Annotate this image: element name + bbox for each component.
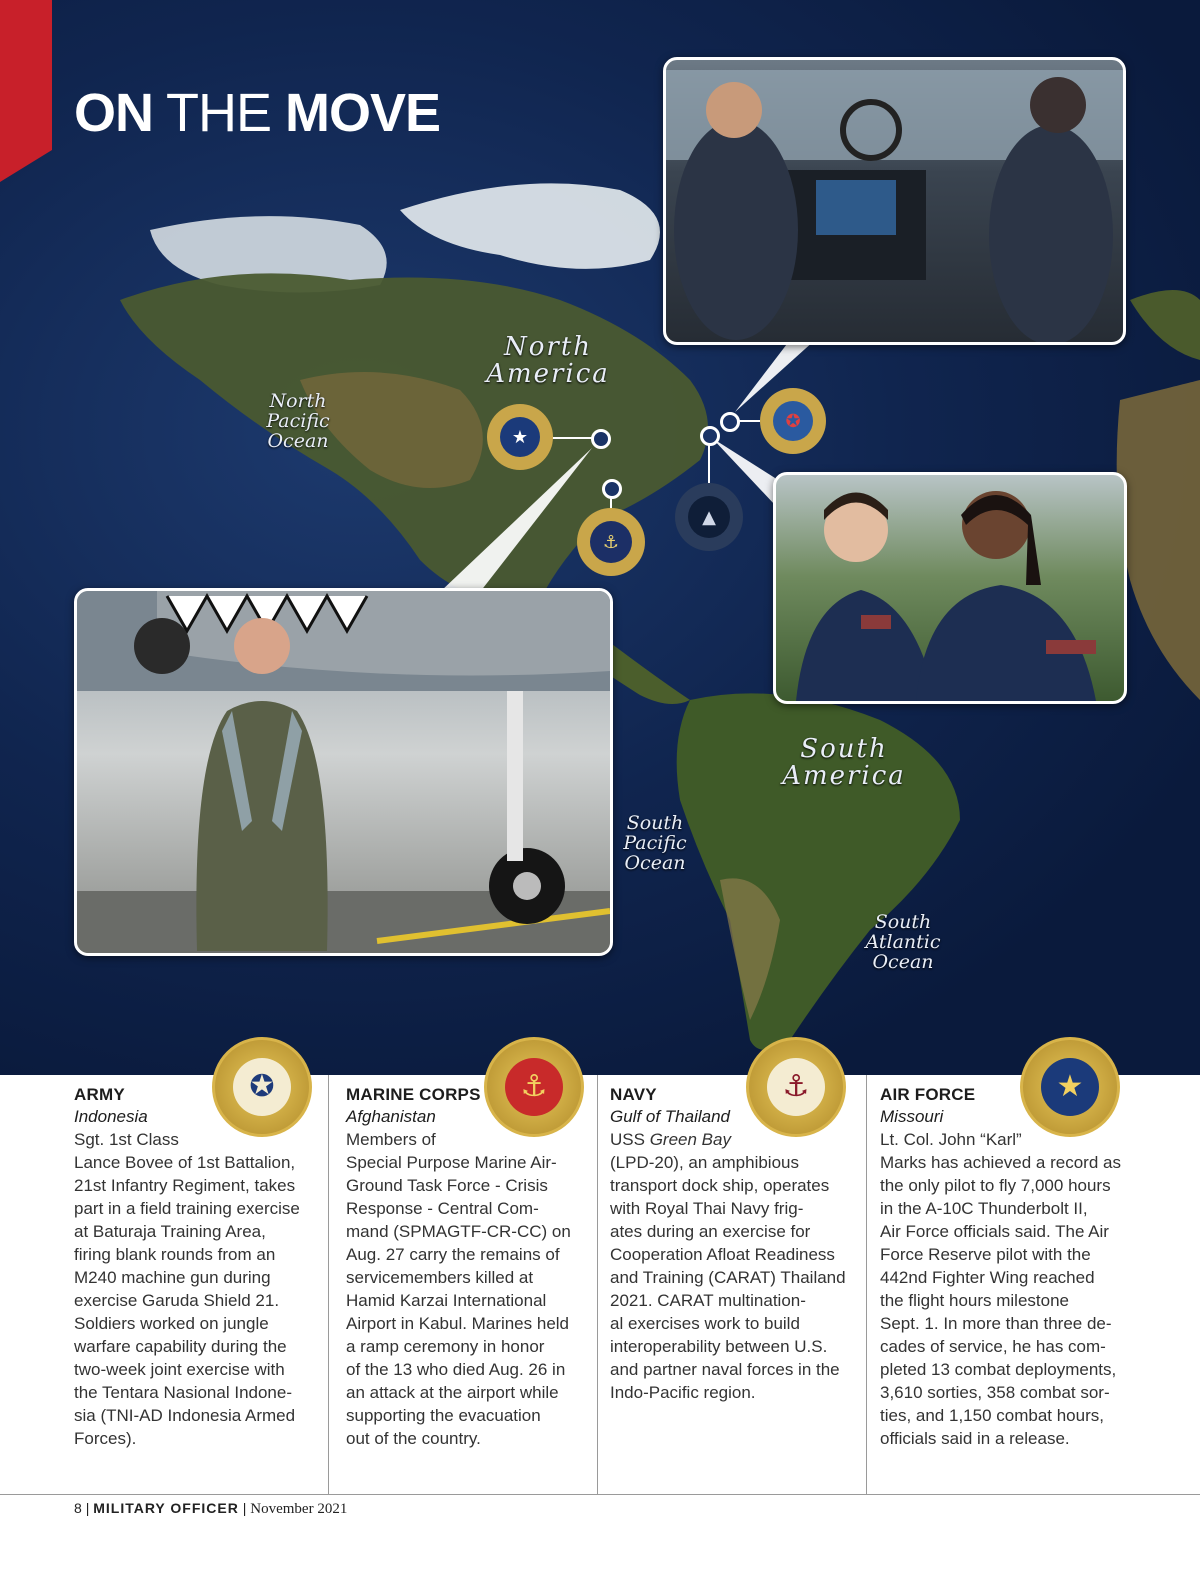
space-force-seal: ▲ [675,483,743,551]
navy-body: (LPD-20), an amphibious transport dock ship, operates with Royal Thai Navy frig- ates during an exercise for Cooperation Afloat Readiness and Training (CARAT) Thailand 2021. CARAT multination- al exercises work to build interoperability between U.S. and partner naval forces in the Indo-Pacific region. [610,1153,846,1402]
column-divider-1 [328,1075,329,1495]
label-south-america: South America [782,734,906,792]
navy-column [610,1085,860,1493]
red-corner-tab [0,0,52,182]
page-title [74,82,440,144]
title-word-the: THE [166,83,272,143]
navy-body-prefix: USS [610,1130,650,1149]
army-heading: ARMY [74,1085,125,1104]
title-word-on: ON [74,83,153,143]
marine-corps-column [346,1085,591,1493]
label-north-america: North America [486,332,610,390]
army-location: Indonesia [74,1107,148,1126]
navy-location: Gulf of Thailand [610,1107,731,1126]
footer-rule [0,1494,1200,1495]
navy-body-lead [610,1128,860,1151]
army-column [74,1085,324,1493]
footer-separator-2: | [242,1500,247,1516]
footer-separator-1: | [85,1500,90,1516]
marine-corps-body: Members of Special Purpose Marine Air- Ground Task Force - Crisis Response - Central Com- mand (SPMAGTF-CR-CC) on Aug. 27 carry the remains of servicemembers killed at Hamid Karzai International Airport in Kabul. Marines held a ramp ceremony in honor of the 13 who died Aug. 26 in an attack at the airport while supporting the evacuation out of the country. [346,1130,571,1448]
map-pin-gulf[interactable] [602,479,622,499]
air-force-location: Missouri [880,1107,944,1126]
navy-seal: ⚓ [746,1037,846,1137]
issue-date: November 2021 [250,1501,348,1517]
navy-heading: NAVY [610,1085,657,1104]
officers-portrait-photo [773,472,1127,704]
merchant-marine-seal: ✪ [760,388,826,454]
map-pin-texas[interactable] [591,429,611,449]
marine-corps-seal: ⚓ [484,1037,584,1137]
map-pin-east-coast[interactable] [700,426,720,446]
label-south-pacific-ocean: South Pacific Ocean [623,812,687,874]
ship-bridge-photo [663,57,1126,345]
army-body: Sgt. 1st Class Lance Bovee of 1st Battalion, 21st Infantry Regiment, takes part in a field training exercise at Baturaja Training Area, firing blank rounds from an M240 machine gun during exercise Garuda Shield 21. Soldiers worked on jungle warfare capability during the two-week joint exercise with the Tentara Nasional Indone- sia (TNI-AD Indonesia Armed Forces). [74,1130,300,1448]
marine-corps-heading: MARINE CORPS [346,1085,481,1104]
marine-corps-location: Afghanistan [346,1107,436,1126]
column-divider-3 [866,1075,867,1495]
air-force-seal-small: ★ [487,404,553,470]
page-footer [74,1500,347,1518]
air-force-heading: AIR FORCE [880,1085,976,1104]
column-divider-2 [597,1075,598,1495]
map-pin-northeast[interactable] [720,412,740,432]
air-force-column [880,1085,1130,1493]
army-seal: ✪ [212,1037,312,1137]
publication-name: MILITARY OFFICER [93,1500,239,1516]
pilot-aircraft-photo [74,588,613,956]
label-south-atlantic-ocean: South Atlantic Ocean [865,911,941,973]
title-word-move: MOVE [285,83,441,143]
air-force-seal: ★ [1020,1037,1120,1137]
public-health-service-seal: ⚓ [577,508,645,576]
air-force-body: Lt. Col. John “Karl” Marks has achieved a record as the only pilot to fly 7,000 hours in the A-10C Thunderbolt II, Air Force officials said. The Air Force Reserve pilot with the 442nd Fighter Wing reached the flight hours milestone Sept. 1. In more than three de- cades of service, he has com- pleted 13 combat deployments, 3,610 sorties, 358 combat sor- ties, and 1,150 combat hours, officials said in a release. [880,1130,1121,1448]
page-number: 8 [74,1500,82,1516]
label-north-pacific-ocean: North Pacific Ocean [266,390,330,452]
navy-ship-name: Green Bay [649,1130,731,1149]
